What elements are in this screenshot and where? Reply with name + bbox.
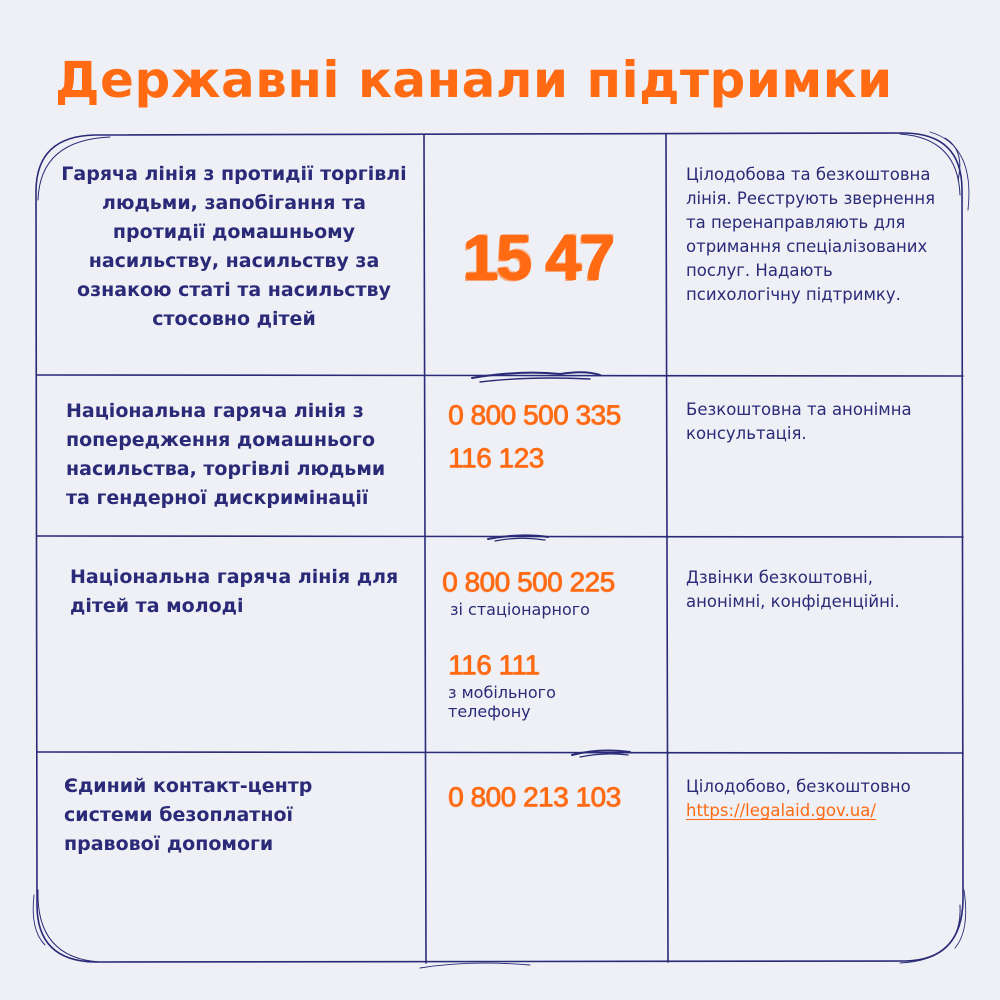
page-title: Державні канали підтримки — [55, 51, 893, 109]
service-description: Безкоштовна та анонімна консультація. — [686, 400, 912, 443]
phone-number-116123[interactable]: 116 123 — [448, 442, 544, 473]
phone-number-1547[interactable]: 15 47 — [462, 221, 613, 293]
phone-note-mobile: з мобільного телефону — [448, 683, 556, 721]
phone-number-0800500225[interactable]: 0 800 500 225 — [442, 566, 615, 597]
service-description: Дзвінки безкоштовні, анонімні, конфіденційні. — [686, 568, 900, 611]
service-description-text: Цілодобово, безкоштовно — [686, 777, 911, 796]
phone-note-landline: зі стаціонарного — [450, 600, 590, 619]
service-description — [686, 775, 956, 823]
phone-number-0800500335[interactable]: 0 800 500 335 — [448, 399, 621, 430]
service-name-children-hotline: Національна гаряча лінія для дітей та молоді — [70, 566, 399, 617]
service-name-trafficking-hotline: Гаряча лінія з протидії торгівлі людьми, запобігання та протидії домашньому насильству, насильству за ознакою статі та насильству стосовно дітей — [61, 163, 407, 330]
service-name-legal-aid: Єдиний контакт-центр системи безоплатної правової допомоги — [64, 775, 313, 855]
service-name-national-hotline: Національна гаряча лінія з попередження домашнього насильства, торгівлі людьми та гендерної дискримінації — [66, 400, 386, 509]
phone-number-116111[interactable]: 116 111 — [448, 649, 540, 680]
legalaid-link[interactable]: https://legalaid.gov.ua/ — [686, 801, 876, 820]
service-description: Цілодобова та безкоштовна лінія. Реєструють звернення та перенаправляють для отримання спеціалізованих послуг. Надають психологічну підтримку. — [686, 165, 936, 304]
phone-number-0800213103[interactable]: 0 800 213 103 — [448, 781, 621, 812]
